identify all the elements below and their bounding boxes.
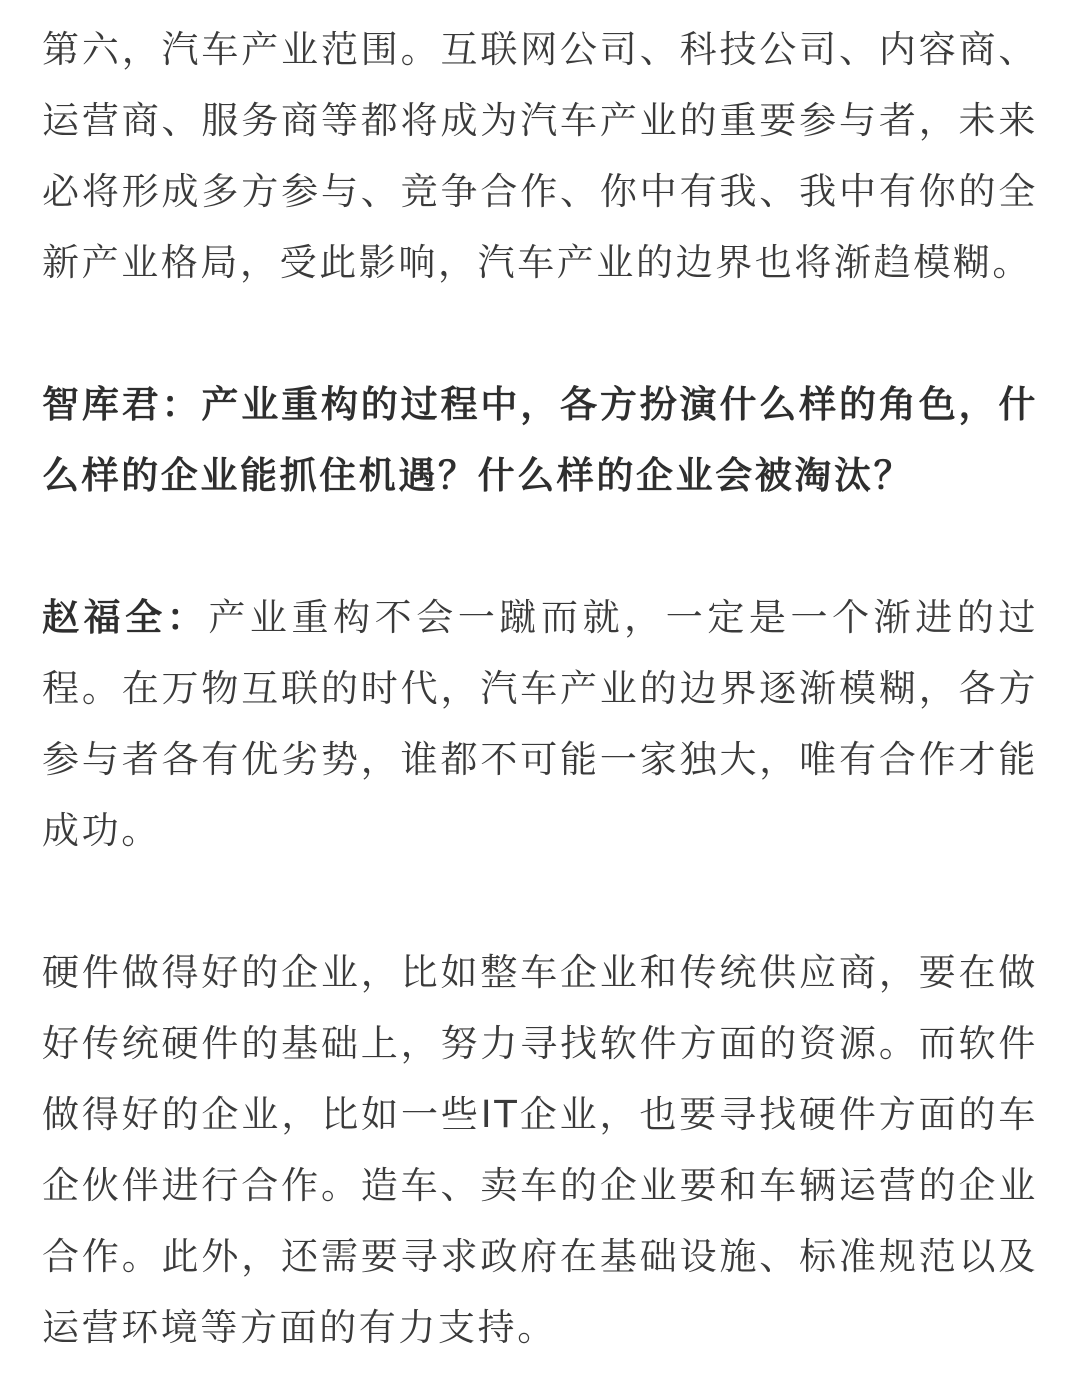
paragraph-spacer bbox=[42, 866, 1038, 937]
answer-text: 产业重构不会一蹴而就，一定是一个渐进的过程。在万物互联的时代，汽车产业的边界逐渐模糊，各方参与者各有优劣势，谁都不可能一家独大，唯有合作才能成功。 bbox=[42, 596, 1039, 852]
paragraph-industry-scope: 第六，汽车产业范围。互联网公司、科技公司、内容商、运营商、服务商等都将成为汽车产业的重要参与者，未来必将形成多方参与、竞争合作、你中有我、我中有你的全新产业格局，受此影响，汽车产业的边界也将渐趋模糊。 bbox=[42, 28, 1038, 284]
interview-question bbox=[42, 369, 1038, 511]
question-speaker: 智库君： bbox=[42, 383, 202, 426]
question-text: 产业重构的过程中，各方扮演什么样的角色，什么样的企业能抓住机遇？什么样的企业会被淘汰？ bbox=[42, 383, 1038, 497]
answer-speaker: 赵福全： bbox=[42, 596, 209, 639]
article-body bbox=[42, 14, 1038, 1363]
interview-answer bbox=[42, 582, 1038, 866]
paragraph-cooperation: 硬件做得好的企业，比如整车企业和传统供应商，要在做好传统硬件的基础上，努力寻找软件方面的资源。而软件做得好的企业，比如一些IT企业，也要寻找硬件方面的车企伙伴进行合作。造车、卖车的企业要和车辆运营的企业合作。此外，还需要寻求政府在基础设施、标准规范以及运营环境等方面的有力支持。 bbox=[42, 951, 1038, 1349]
paragraph-spacer bbox=[42, 511, 1038, 582]
paragraph-spacer bbox=[42, 298, 1038, 369]
